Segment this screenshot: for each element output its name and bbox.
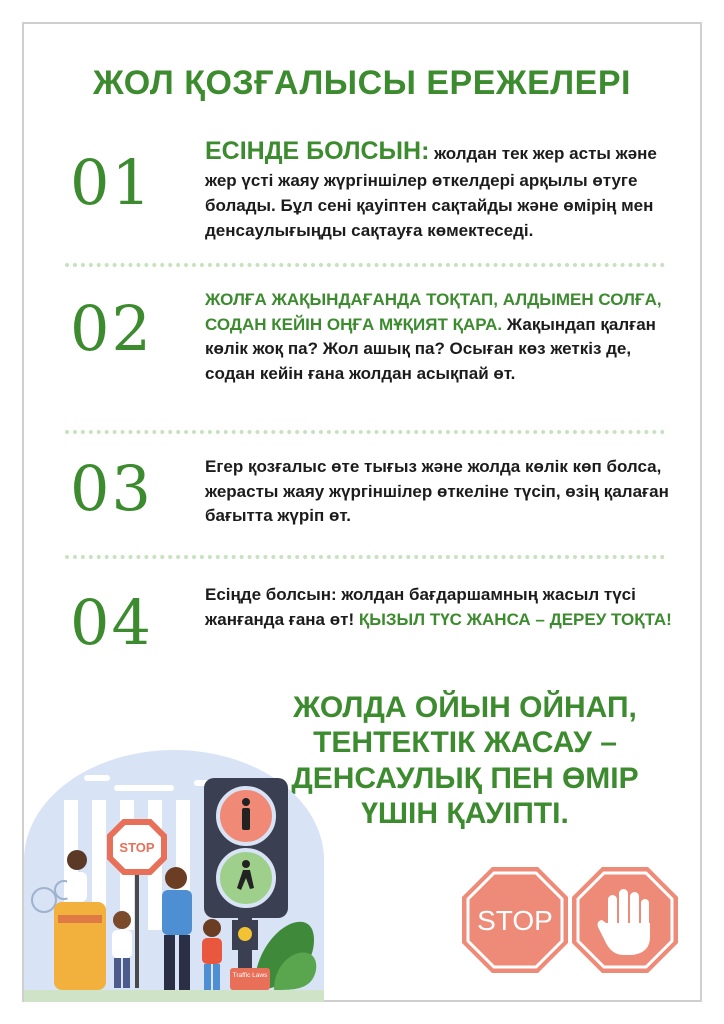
item-02-text: Жақындап қалған көлік жоқ па? Жол ашық па? Осыған көз жеткіз де, содан кейін ғана жолдан асықпай өт. [205,314,656,383]
item-01-text: жолдан тек жер асты және жер үсті жаяу жүргіншілер өткелдері арқылы өтуге болады. Бұл сені қауіптен сақтайды және өмірің мен денсаулығыңды сақтауға көмектеседі. [205,144,657,240]
item-01 [205,133,675,243]
item-number-04: 04 [70,586,153,659]
road-safety-illustration [24,740,324,1002]
item-03 [205,455,675,529]
big-stop-label: STOP [477,905,553,936]
dotted-separator [65,555,665,559]
item-04-highlight: ҚЫЗЫЛ ТҮС ЖАНСА – ДЕРЕУ ТОҚТА! [358,609,672,629]
item-04-text: Есіңде болсын: жолдан бағдаршамның жасыл түсі жанғанда ғана өт! [205,585,636,629]
hand-stop-sign [570,865,680,975]
stop-sign-big [460,865,570,975]
item-number-03: 03 [70,452,153,525]
item-04 [205,583,675,632]
item-01-highlight: ЕСІНДЕ БОЛСЫН: [205,137,430,165]
item-number-01: 01 [70,146,153,219]
item-02-highlight: ЖОЛҒА ЖАҚЫНДАҒАНДА ТОҚТАП, АЛДЫМЕН СОЛҒА, СОДАН КЕЙІН ОҢҒА МҰҚИЯТ ҚАРА. [205,290,662,334]
dotted-separator [65,263,665,267]
item-02 [205,288,675,387]
item-number-02: 02 [70,292,153,365]
book-label: Traffic Laws [232,972,268,979]
item-03-text: Егер қозғалыс өте тығыз және жолда көлік көп болса, жерасты жаяу жүргіншілер өткеліне түсіп, өзің қалаған бағытта жүріп өт. [205,457,669,526]
page-title: ЖОЛ ҚОЗҒАЛЫСЫ ЕРЕЖЕЛЕРІ [93,64,631,102]
dotted-separator [65,430,665,434]
safety-slogan: ЖОЛДА ОЙЫН ОЙНАП, ТЕНТЕКТІК ЖАСАУ – ДЕНСАУЛЫҚ ПЕН ӨМІР ҮШІН ҚАУІПТІ. [291,691,639,831]
small-stop-label: STOP [119,840,155,855]
